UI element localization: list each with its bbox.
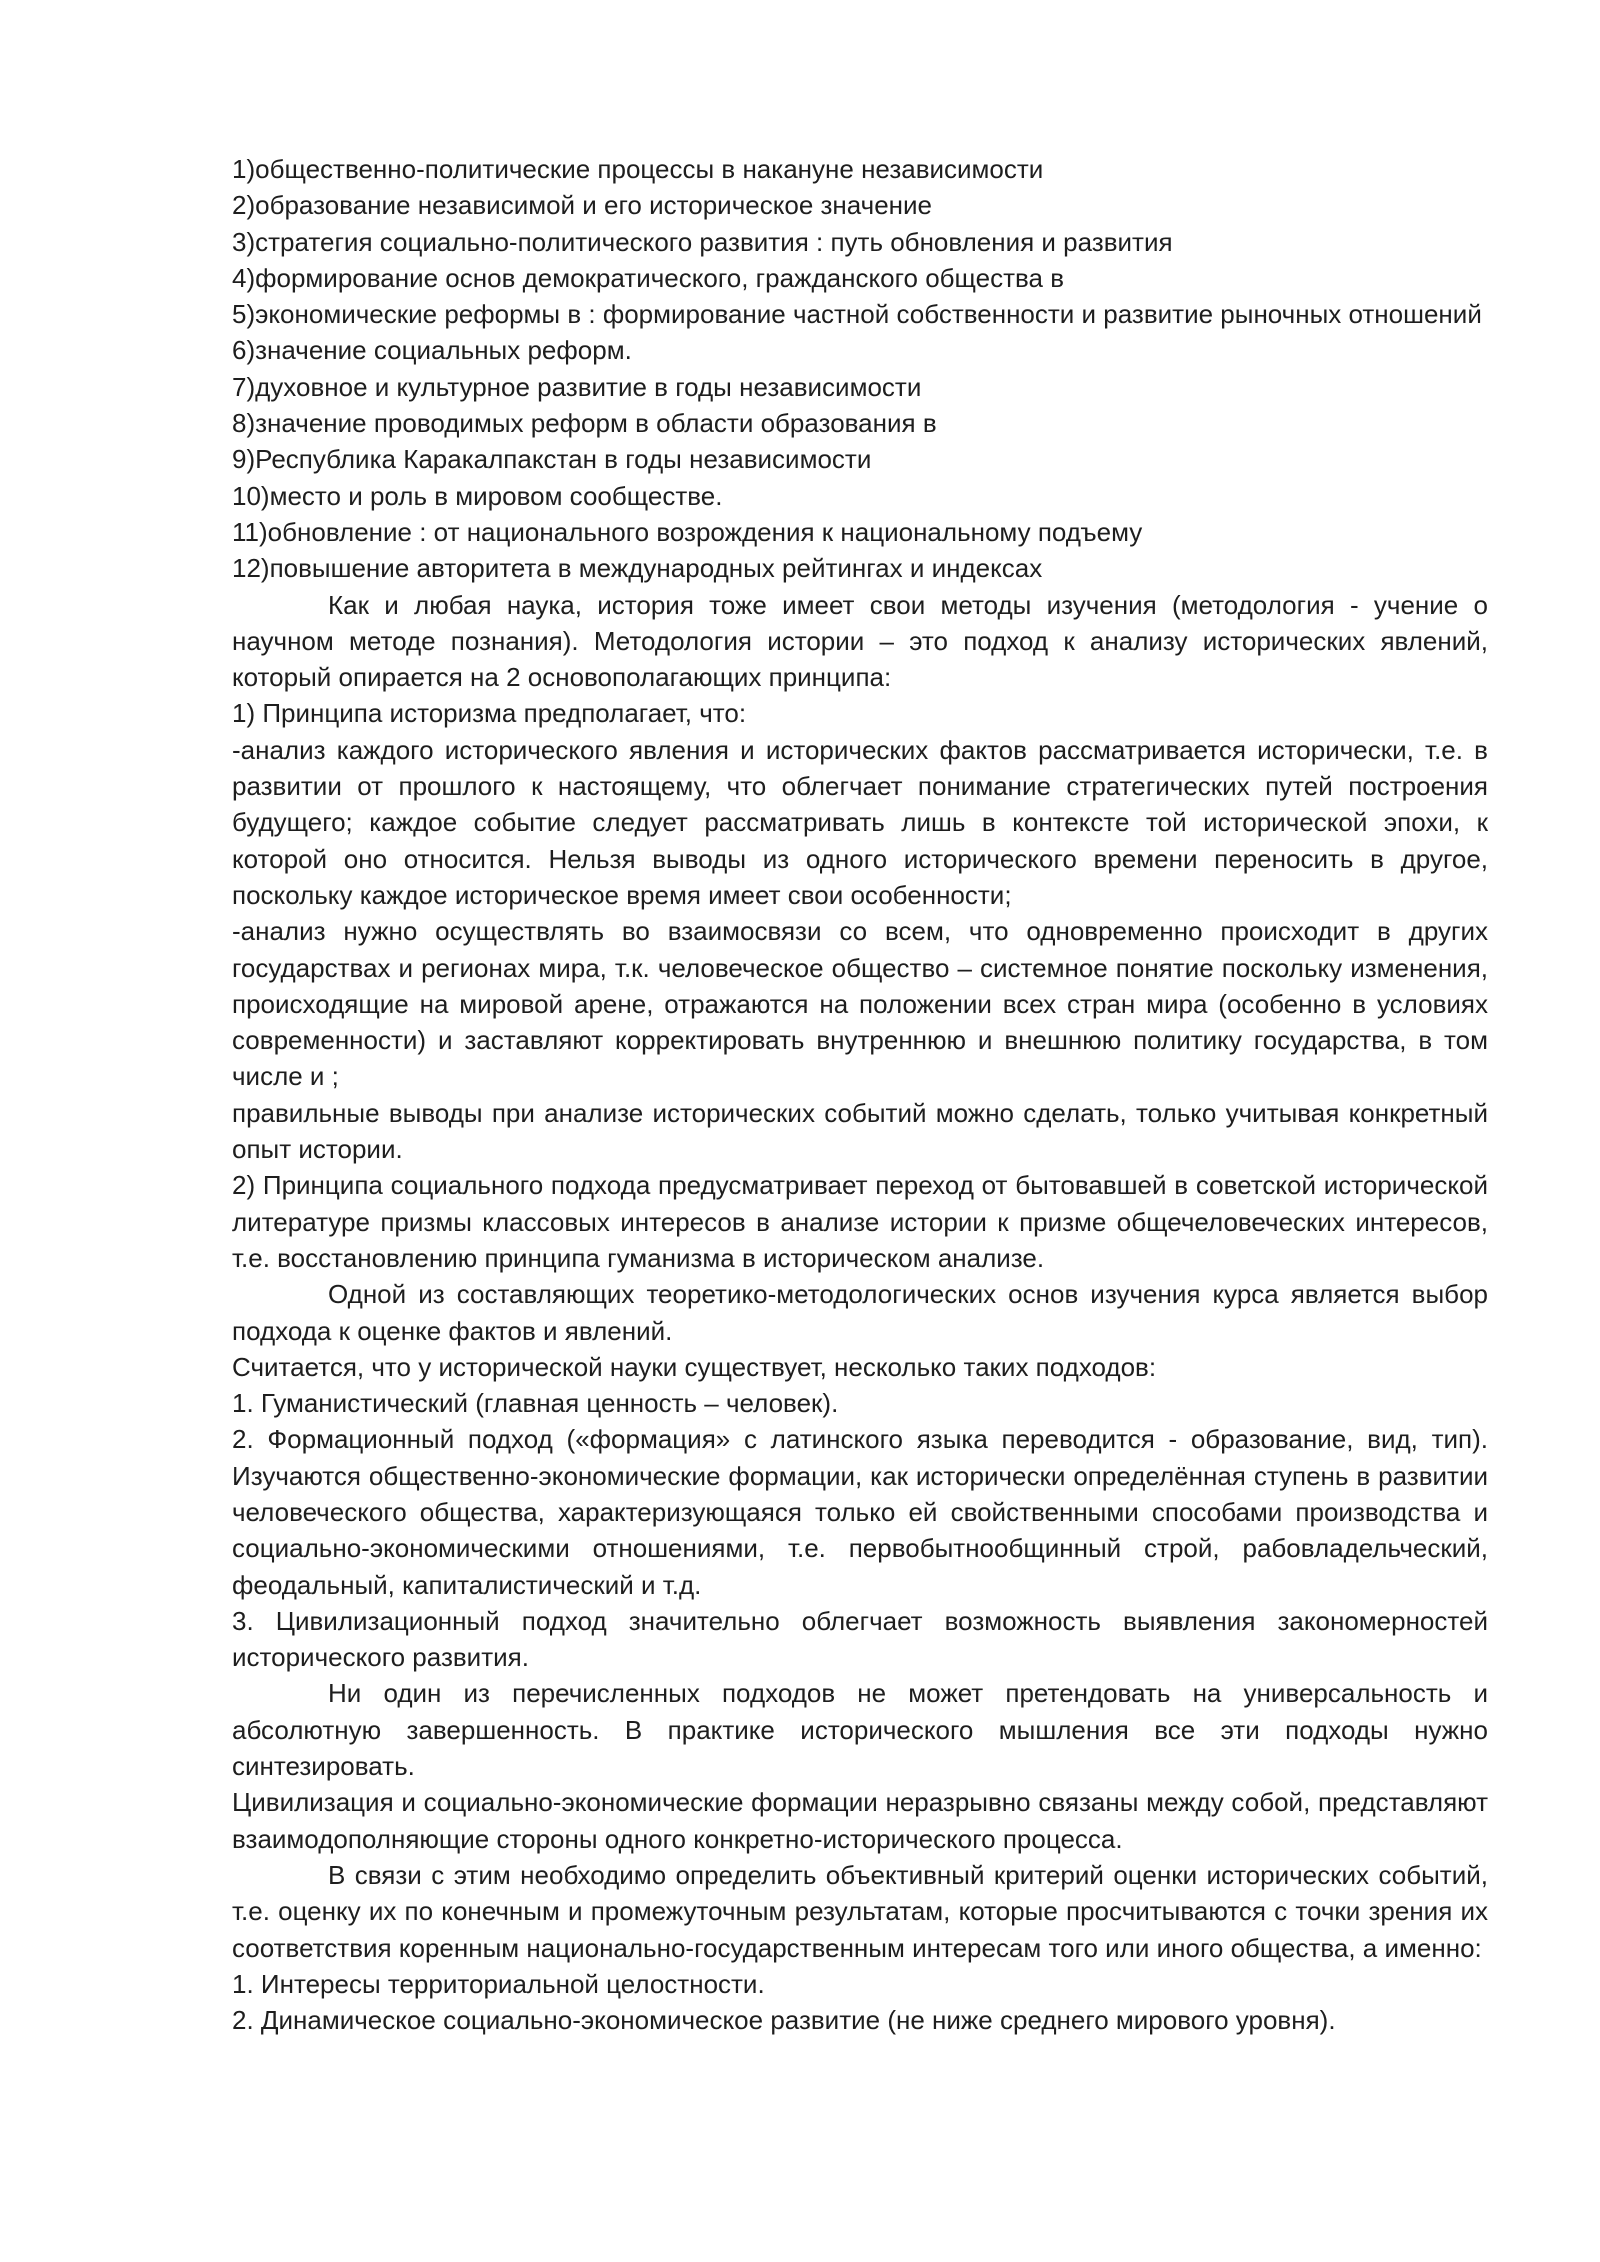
paragraph-historicism-principle: 1) Принципа историзма предполагает, что: bbox=[232, 698, 747, 729]
topic-item-2: 2)образование независимой и его историческое значение bbox=[232, 190, 933, 221]
topic-item-12: 12)повышение авторитета в международных рейтингах и индексах bbox=[232, 553, 1043, 584]
document-page bbox=[232, 151, 1488, 2038]
paragraph-social-approach-principle: 2) Принципа социального подхода предусматривает переход от бытовавшей в советской исторической литературе призмы классовых интересов в анализе истории к призме общечеловеческих интересов, т.е. восстановлению принципа гуманизма в историческом анализе. bbox=[232, 1170, 1488, 1273]
paragraph-historicism-point-1: -анализ каждого исторического явления и исторических фактов рассматривается исторически, т.е. в развитии от прошлого к настоящему, что облегчает понимание стратегических путей построения будущего; каждое событие следует рассматривать лишь в контексте той исторической эпохи, к которой оно относится. Нельзя выводы из одного исторического времени переносить в другое, поскольку каждое историческое время имеет свои особенности; bbox=[232, 734, 1488, 910]
paragraph-methodology-intro: Как и любая наука, история тоже имеет свои методы изучения (методология - учение о научном методе познания). Методология истории – это подход к анализу исторических явлений, который опирается на 2 основополагающих принципа: bbox=[232, 589, 1488, 693]
paragraph-approaches-intro: Считается, что у исторической науки существует, несколько таких подходов: bbox=[232, 1351, 1157, 1382]
approach-item-formational: 2. Формационный подход («формация» с латинского языка переводится - образование, вид, тип). Изучаются общественно-экономические формации, как исторически определённая ступень в развитии человеческого общества, характеризующаяся только ей свойственными способами производства и социально-экономическими отношениями, т.е. первобытнообщинный строй, рабовладельческий, феодальный, капиталистический и т.д. bbox=[232, 1424, 1488, 1600]
topic-item-4: 4)формирование основ демократического, гражданского общества в bbox=[232, 262, 1065, 293]
topic-item-3: 3)стратегия социально-политического развития : путь обновления и развития bbox=[232, 226, 1173, 257]
approach-item-civilizational: 3. Цивилизационный подход значительно облегчает возможность выявления закономерностей исторического развития. bbox=[232, 1605, 1488, 1673]
paragraph-approaches-synthesis: Ни один из перечисленных подходов не может претендовать на универсальность и абсолютную завершенность. В практике исторического мышления все эти подходы нужно синтезировать. bbox=[232, 1678, 1488, 1782]
topic-item-6: 6)значение социальных реформ. bbox=[232, 335, 632, 366]
topic-item-11: 11)обновление : от национального возрождения к национальному подъему bbox=[232, 516, 1143, 547]
topic-item-8: 8)значение проводимых реформ в области образования в bbox=[232, 408, 937, 439]
paragraph-evaluation-criterion: В связи с этим необходимо определить объективный критерий оценки исторических событий, т.е. оценку их по конечным и промежуточным результатам, которые просчитываются с точки зрения их соответствия коренным национально-государственным интересам того или иного общества, а именно: bbox=[232, 1859, 1488, 1963]
body-text bbox=[232, 587, 1488, 2039]
paragraph-civilization-formation: Цивилизация и социально-экономические формации неразрывно связаны между собой, представляют взаимодополняющие стороны одного конкретно-исторического процесса. bbox=[232, 1787, 1488, 1854]
criterion-item-development: 2. Динамическое социально-экономическое развитие (не ниже среднего мирового уровня). bbox=[232, 2005, 1336, 2036]
paragraph-approach-choice: Одной из составляющих теоретико-методологических основ изучения курса является выбор подхода к оценке фактов и явлений. bbox=[232, 1279, 1488, 1346]
topic-item-9: 9)Республика Каракалпакстан в годы независимости bbox=[232, 444, 872, 475]
approach-item-humanistic: 1. Гуманистический (главная ценность – человек). bbox=[232, 1388, 839, 1419]
criterion-item-territorial: 1. Интересы территориальной целостности. bbox=[232, 1968, 765, 1999]
paragraph-historicism-point-2: -анализ нужно осуществлять во взаимосвязи со всем, что одновременно происходит в других государствах и регионах мира, т.к. человеческое общество – системное понятие поскольку изменения, происходящие на мировой арене, отражаются на положении всех стран мира (особенно в условиях современности) и заставляют корректировать внутреннюю и внешнюю политику государства, в том числе и ; bbox=[232, 916, 1488, 1092]
topic-item-10: 10)место и роль в мировом сообществе. bbox=[232, 480, 723, 511]
topic-item-1: 1)общественно-политические процессы в накануне независимости bbox=[232, 154, 1044, 184]
topic-item-7: 7)духовное и культурное развитие в годы независимости bbox=[232, 371, 922, 402]
paragraph-historicism-conclusion: правильные выводы при анализе исторических событий можно сделать, только учитывая конкретный опыт истории. bbox=[232, 1097, 1488, 1165]
topic-list bbox=[232, 151, 1488, 587]
topic-item-5: 5)экономические реформы в : формирование частной собственности и развитие рыночных отношений bbox=[232, 299, 1482, 330]
